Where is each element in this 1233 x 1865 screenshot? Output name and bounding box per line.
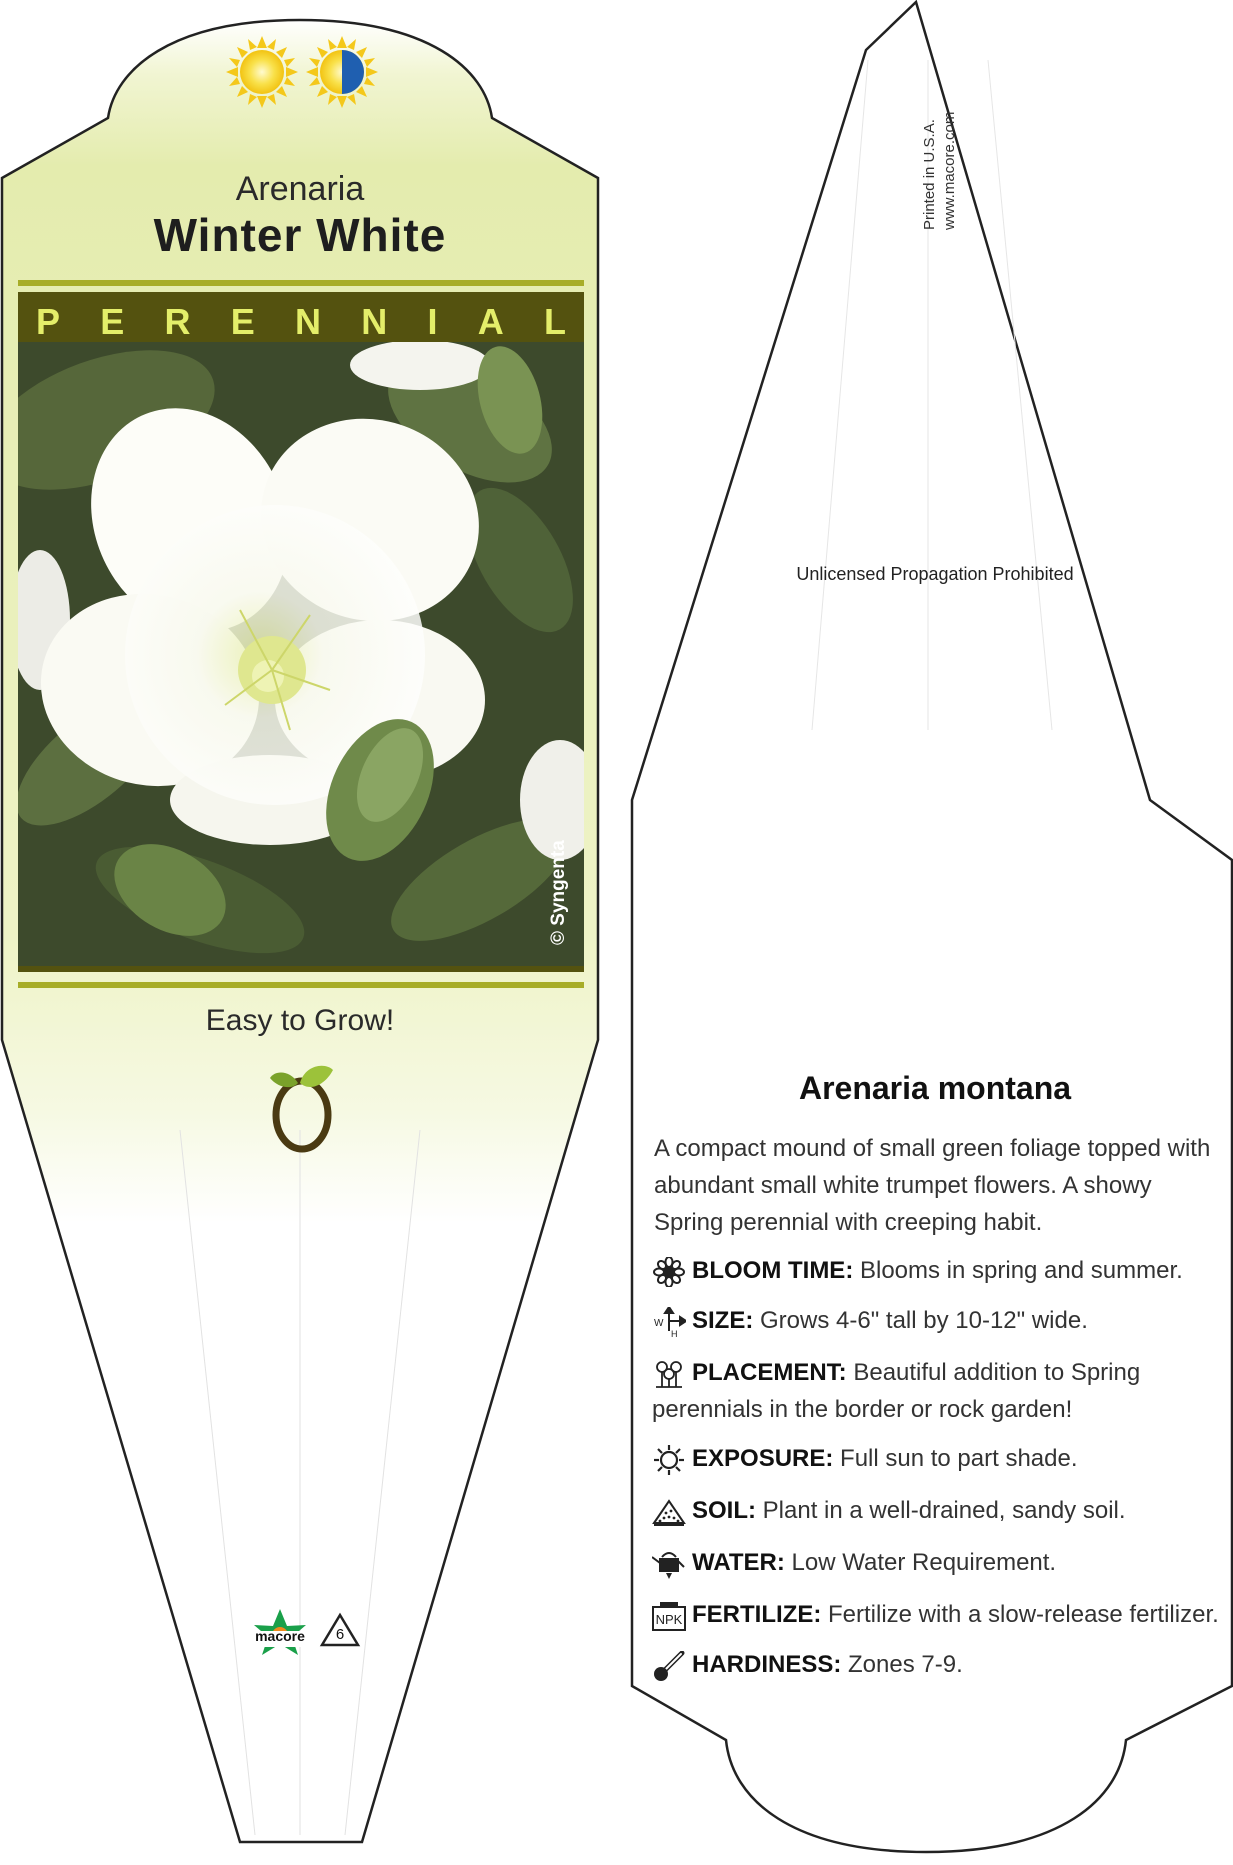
care-label: FERTILIZE: bbox=[692, 1601, 822, 1628]
flower-photo bbox=[0, 323, 600, 976]
npk-icon bbox=[652, 1601, 686, 1631]
care-soil bbox=[652, 1492, 1222, 1529]
care-text: Fertilize with a slow-release fertilizer. bbox=[821, 1601, 1219, 1628]
tagline: Easy to Grow! bbox=[205, 1004, 395, 1037]
description: A compact mound of small green foliage topped with abundant small white trumpet flowers. A showy Spring perennial with creeping habit. bbox=[654, 1135, 1211, 1236]
category-letter: P bbox=[36, 301, 61, 342]
brand-name: macore bbox=[255, 1628, 305, 1644]
printed-country: Printed in U.S.A. bbox=[921, 119, 938, 230]
care-label: PLACEMENT: bbox=[692, 1359, 847, 1386]
photo-credit: © Syngenta bbox=[548, 840, 569, 945]
category-letter: L bbox=[543, 301, 566, 342]
npk-label: NPK bbox=[655, 1611, 683, 1627]
watering-can-icon bbox=[652, 1549, 686, 1579]
genus-name: Arenaria bbox=[235, 170, 365, 208]
propagation-notice: Unlicensed Propagation Prohibited bbox=[796, 564, 1074, 584]
soil-icon bbox=[652, 1497, 686, 1527]
variety-name: Winter White bbox=[153, 209, 447, 261]
size-arrows-icon bbox=[652, 1307, 686, 1337]
top-stripe bbox=[18, 280, 584, 286]
printed-info bbox=[920, 112, 960, 230]
flower-icon bbox=[652, 1257, 686, 1287]
care-text: Beautiful addition to Spring perennials in the border or rock garden! bbox=[652, 1359, 1141, 1423]
care-text: Plant in a well-drained, sandy soil. bbox=[756, 1497, 1126, 1524]
thermometer-icon bbox=[652, 1651, 686, 1681]
care-label: SIZE: bbox=[692, 1307, 754, 1334]
care-label: HARDINESS: bbox=[692, 1651, 842, 1678]
care-label: SOIL: bbox=[692, 1497, 756, 1524]
category-letter: N bbox=[294, 301, 321, 342]
bottom-stripe bbox=[18, 982, 584, 988]
svg-text:H: H bbox=[671, 1328, 678, 1337]
plants-icon bbox=[652, 1359, 686, 1389]
care-text: Blooms in spring and summer. bbox=[853, 1257, 1183, 1284]
bottom-band bbox=[18, 966, 584, 972]
category-letter: R bbox=[164, 301, 191, 342]
scientific-name: Arenaria montana bbox=[798, 1070, 1072, 1106]
care-placement bbox=[652, 1354, 1222, 1428]
category-letter: I bbox=[427, 301, 438, 342]
category-letter: N bbox=[361, 301, 388, 342]
care-size bbox=[652, 1302, 1222, 1339]
category-label bbox=[18, 302, 584, 342]
care-hardiness bbox=[652, 1646, 1222, 1683]
sun-outline-icon bbox=[652, 1445, 686, 1475]
recycle-code: 6 bbox=[335, 1626, 345, 1643]
care-label: EXPOSURE: bbox=[692, 1445, 834, 1472]
category-letter: A bbox=[477, 301, 504, 342]
care-text: Full sun to part shade. bbox=[833, 1445, 1078, 1472]
care-text: Low Water Requirement. bbox=[784, 1549, 1057, 1576]
care-water bbox=[652, 1544, 1222, 1581]
website: www.macore.com bbox=[941, 111, 958, 230]
care-label: BLOOM TIME: bbox=[692, 1257, 854, 1284]
care-text: Grows 4-6" tall by 10-12" wide. bbox=[753, 1307, 1088, 1334]
svg-text:W: W bbox=[654, 1317, 664, 1329]
care-text: Zones 7-9. bbox=[841, 1651, 963, 1678]
care-fertilize bbox=[652, 1596, 1222, 1633]
care-bloom-time bbox=[652, 1252, 1222, 1289]
category-letter: E bbox=[100, 301, 125, 342]
care-label: WATER: bbox=[692, 1549, 785, 1576]
category-letter: E bbox=[230, 301, 255, 342]
care-exposure bbox=[652, 1440, 1222, 1477]
